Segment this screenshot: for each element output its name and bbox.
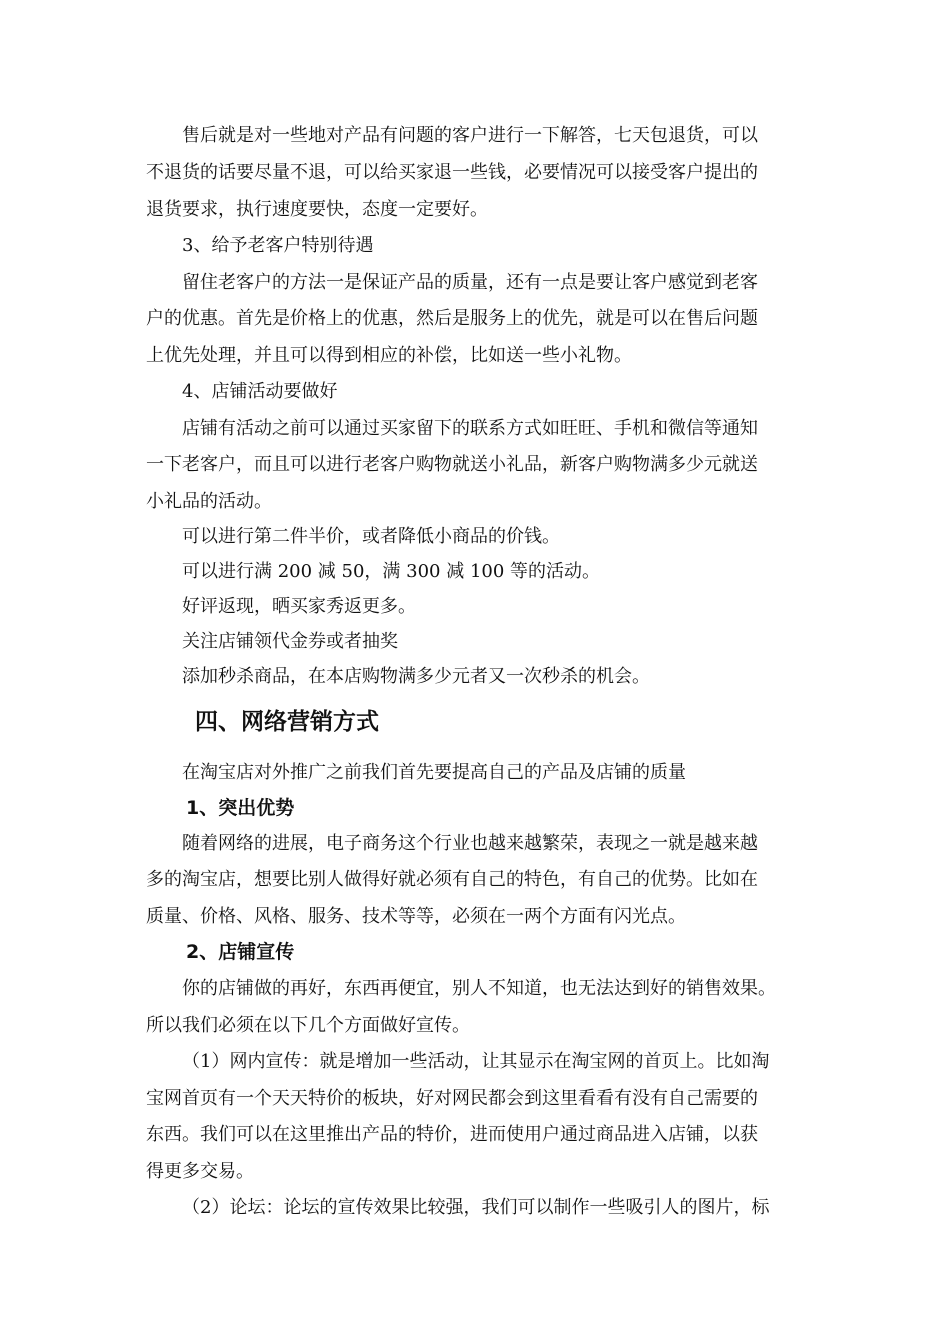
paragraph-line: 可以进行第二件半价，或者降低小商品的价钱。 [182,526,560,547]
paragraph-line: 得更多交易。 [146,1161,254,1182]
paragraph-line: 多的淘宝店，想要比别人做得好就必须有自己的特色，有自己的优势。比如在 [146,869,758,890]
paragraph-line: 留住老客户的方法一是保证产品的质量，还有一点是要让客户感觉到老客 [182,272,758,293]
paragraph-line: 户的优惠。首先是价格上的优惠，然后是服务上的优先，就是可以在售后问题 [146,308,758,329]
paragraph-line: 添加秒杀商品，在本店购物满多少元者又一次秒杀的机会。 [182,666,650,687]
paragraph-line: 关注店铺领代金券或者抽奖 [182,631,398,652]
paragraph-line: 一下老客户，而且可以进行老客户购物就送小礼品，新客户购物满多少元就送 [146,454,758,475]
paragraph-line: 退货要求，执行速度要快，态度一定要好。 [146,199,488,220]
subheading: 4、店铺活动要做好 [182,381,338,402]
paragraph-line: 不退货的话要尽量不退，可以给买家退一些钱，必要情况可以接受客户提出的 [146,162,758,183]
subsection-heading: 1、突出优势 [186,797,295,819]
paragraph-line: 店铺有活动之前可以通过买家留下的联系方式如旺旺、手机和微信等通知 [182,418,758,439]
paragraph-line: （2）论坛：论坛的宣传效果比较强，我们可以制作一些吸引人的图片，标 [182,1197,770,1218]
paragraph-line: 小礼品的活动。 [146,491,272,512]
paragraph-line: 好评返现，晒买家秀返更多。 [182,596,416,617]
paragraph-line: （1）网内宣传：就是增加一些活动，让其显示在淘宝网的首页上。比如淘 [182,1051,770,1072]
section-heading: 四、网络营销方式 [195,709,379,735]
paragraph-line: 你的店铺做的再好，东西再便宜，别人不知道，也无法达到好的销售效果。 [182,978,776,999]
paragraph-line: 在淘宝店对外推广之前我们首先要提高自己的产品及店铺的质量 [182,762,686,783]
subheading: 3、给予老客户特别待遇 [182,235,374,256]
paragraph-line: 所以我们必须在以下几个方面做好宣传。 [146,1015,470,1036]
subsection-heading: 2、店铺宣传 [186,941,295,963]
paragraph-line: 东西。我们可以在这里推出产品的特价，进而使用户通过商品进入店铺，以获 [146,1124,758,1145]
paragraph-line: 可以进行满 200 减 50，满 300 减 100 等的活动。 [182,561,601,582]
paragraph-line: 质量、价格、风格、服务、技术等等，必须在一两个方面有闪光点。 [146,906,686,927]
paragraph-line: 宝网首页有一个天天特价的板块，好对网民都会到这里看看有没有自己需要的 [146,1088,758,1109]
paragraph-line: 售后就是对一些地对产品有问题的客户进行一下解答，七天包退货，可以 [182,125,758,146]
paragraph-line: 随着网络的进展，电子商务这个行业也越来越繁荣，表现之一就是越来越 [182,833,758,854]
paragraph-line: 上优先处理，并且可以得到相应的补偿，比如送一些小礼物。 [146,345,632,366]
